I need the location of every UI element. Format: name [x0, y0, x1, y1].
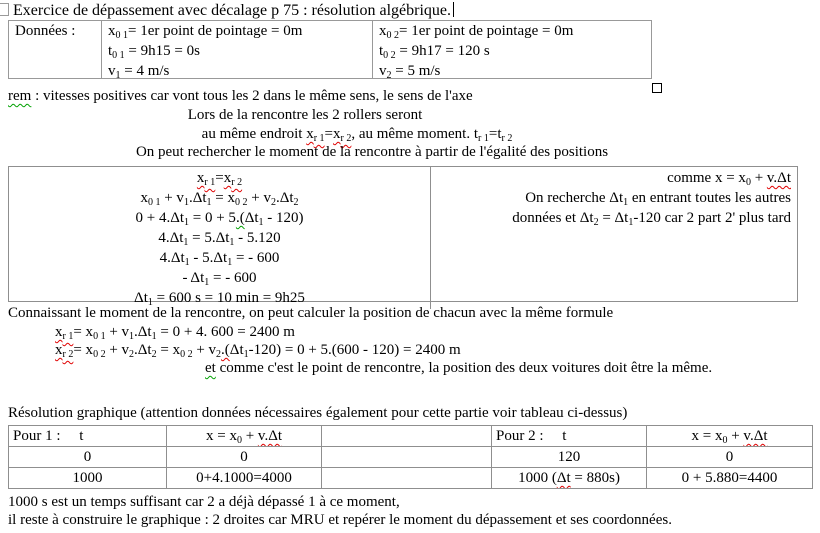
graph-header-pour2-t: Pour 2 : t [491, 426, 646, 446]
donnees-table [8, 20, 652, 79]
algebra-comment-3: données et $\Delta t_2 = \Delta t_1-120$ car 2 part 2' plus tard [512, 210, 791, 228]
algebra-table [8, 166, 798, 308]
roller2-t0: $t_{0 2} = 9h17 = 120$ s [379, 43, 490, 61]
graph-row1-empty [321, 446, 491, 467]
exercise-title-text: Exercice de dépassement avec décalage p 75 : résolution algébrique. [13, 2, 452, 19]
cropped-anchor-icon [0, 3, 9, 16]
object-anchor-square[interactable] [652, 83, 662, 93]
graph-row2-t2: 1000 (Δt = 880s) [491, 467, 646, 488]
remark-line: rem : vitesses positives car vont tous les 2 dans le même sens, le sens de l'axe [8, 88, 473, 104]
donnees-roller1-cell [101, 21, 372, 78]
graph-row2-empty [321, 467, 491, 488]
algebra-step-1: $x_{r 1}=x_{r 2}$ [196, 170, 243, 188]
exercise-title [13, 1, 454, 20]
graph-row2-t1: 1000 [9, 467, 166, 488]
roller2-v: $v_2 = 5$ m/s [379, 63, 441, 78]
algebra-comment-1: comme $x = x_0 + v.\Delta t$ [667, 170, 791, 188]
algebra-step-7: $\Delta t_1 = 600$ s = 10 min = 9h25 [134, 290, 305, 308]
roller1-t0: $t_{0 1} = 9h15 = 0s$ [108, 43, 200, 61]
algebra-comment-cell [431, 167, 797, 309]
graph-row1-x2: 0 [646, 446, 812, 467]
donnees-label-cell [9, 21, 101, 78]
algebra-step-3: $0 + 4.\Delta t_1 = 0 + 5.(\Delta t_1 - 120)$ [135, 210, 304, 228]
connaissant-line: Connaissant le moment de la rencontre, on peut calculer la position de chacun avec la même formule [8, 305, 614, 321]
donnees-label: Données : [15, 23, 76, 39]
graph-header-formula-1: $x = x_0 + v.\Delta t$ [166, 426, 321, 446]
text-cursor [453, 2, 454, 17]
algebra-step-4: $4.\Delta t_1 = 5.\Delta t_1 - 5.120$ [158, 230, 281, 248]
position-xr1-line: $x_{r 1}= x_{0 1} + v_1.\Delta t_1 = 0 + 4$. 600 = 2400 m [55, 324, 295, 342]
algebra-step-5: $4.\Delta t_1 - 5.\Delta t_1$ = - 600 [159, 250, 280, 268]
graph-row1-x1: 0 [166, 446, 321, 467]
graph-header-pour1-t: Pour 1 : t [13, 428, 84, 444]
graph-header-empty [321, 426, 491, 446]
roller1-x0: $x_{0 1}= 1er$ point de pointage = 0m [108, 23, 303, 41]
graph-note-2: il reste à construire le graphique : 2 droites car MRU et repérer le moment du dépassement et ses coordonnées. [8, 512, 672, 528]
algebra-steps-cell [9, 167, 431, 309]
graph-header-formula-2: $x = x_0 + v.\Delta t$ [646, 426, 812, 446]
algebra-comment-2: On recherche $\Delta t_1$ en entrant toutes les autres [525, 190, 791, 208]
roller2-x0: $x_{0 2}= 1er$ point de pointage = 0m [379, 23, 574, 41]
graph-note-1: 1000 s est un temps suffisant car 2 a déjà dépassé 1 à ce moment, [8, 494, 400, 510]
etcomme-line: et comme c'est le point de rencontre, la position des deux voitures doit être la même. [205, 360, 713, 376]
lors-line: Lors de la rencontre les 2 rollers seront [187, 107, 423, 123]
algebra-step-6: - $\Delta t_1$ = - 600 [182, 270, 257, 288]
algebra-step-2: $x_{0 1} + v_1.\Delta t_1 = x_{0 2} + v_2.\Delta t_2$ [140, 190, 299, 208]
graph-row2-x2: 0 + 5.880=4400 [646, 467, 812, 488]
graph-values-table [8, 425, 813, 489]
donnees-roller2-cell [372, 21, 651, 78]
endroit-line: au même endroit $x_{r 1}=x_{r 2}$, au même moment. $t_{r 1}=t_{r 2}$ [201, 126, 513, 144]
onpeut-line: On peut rechercher le moment de la rencontre à partir de l'égalité des positions [135, 144, 609, 160]
position-xr2-line: $x_{r 2}= x_{0 2} + v_2.\Delta t_2 = x_{0 2} + v_2.(\Delta t_1-120) = 0 + 5.(600 - 120) = 2400$ m [55, 342, 461, 360]
graph-row2-x1: 0+4.1000=4000 [166, 467, 321, 488]
graph-row1-t1: 0 [9, 446, 166, 467]
graph-section-heading: Résolution graphique (attention données nécessaires également pour cette partie voir tableau ci-dessus) [8, 405, 628, 421]
graph-row1-t2: 120 [491, 446, 646, 467]
roller1-v: $v_1 = 4$ m/s [108, 63, 170, 78]
